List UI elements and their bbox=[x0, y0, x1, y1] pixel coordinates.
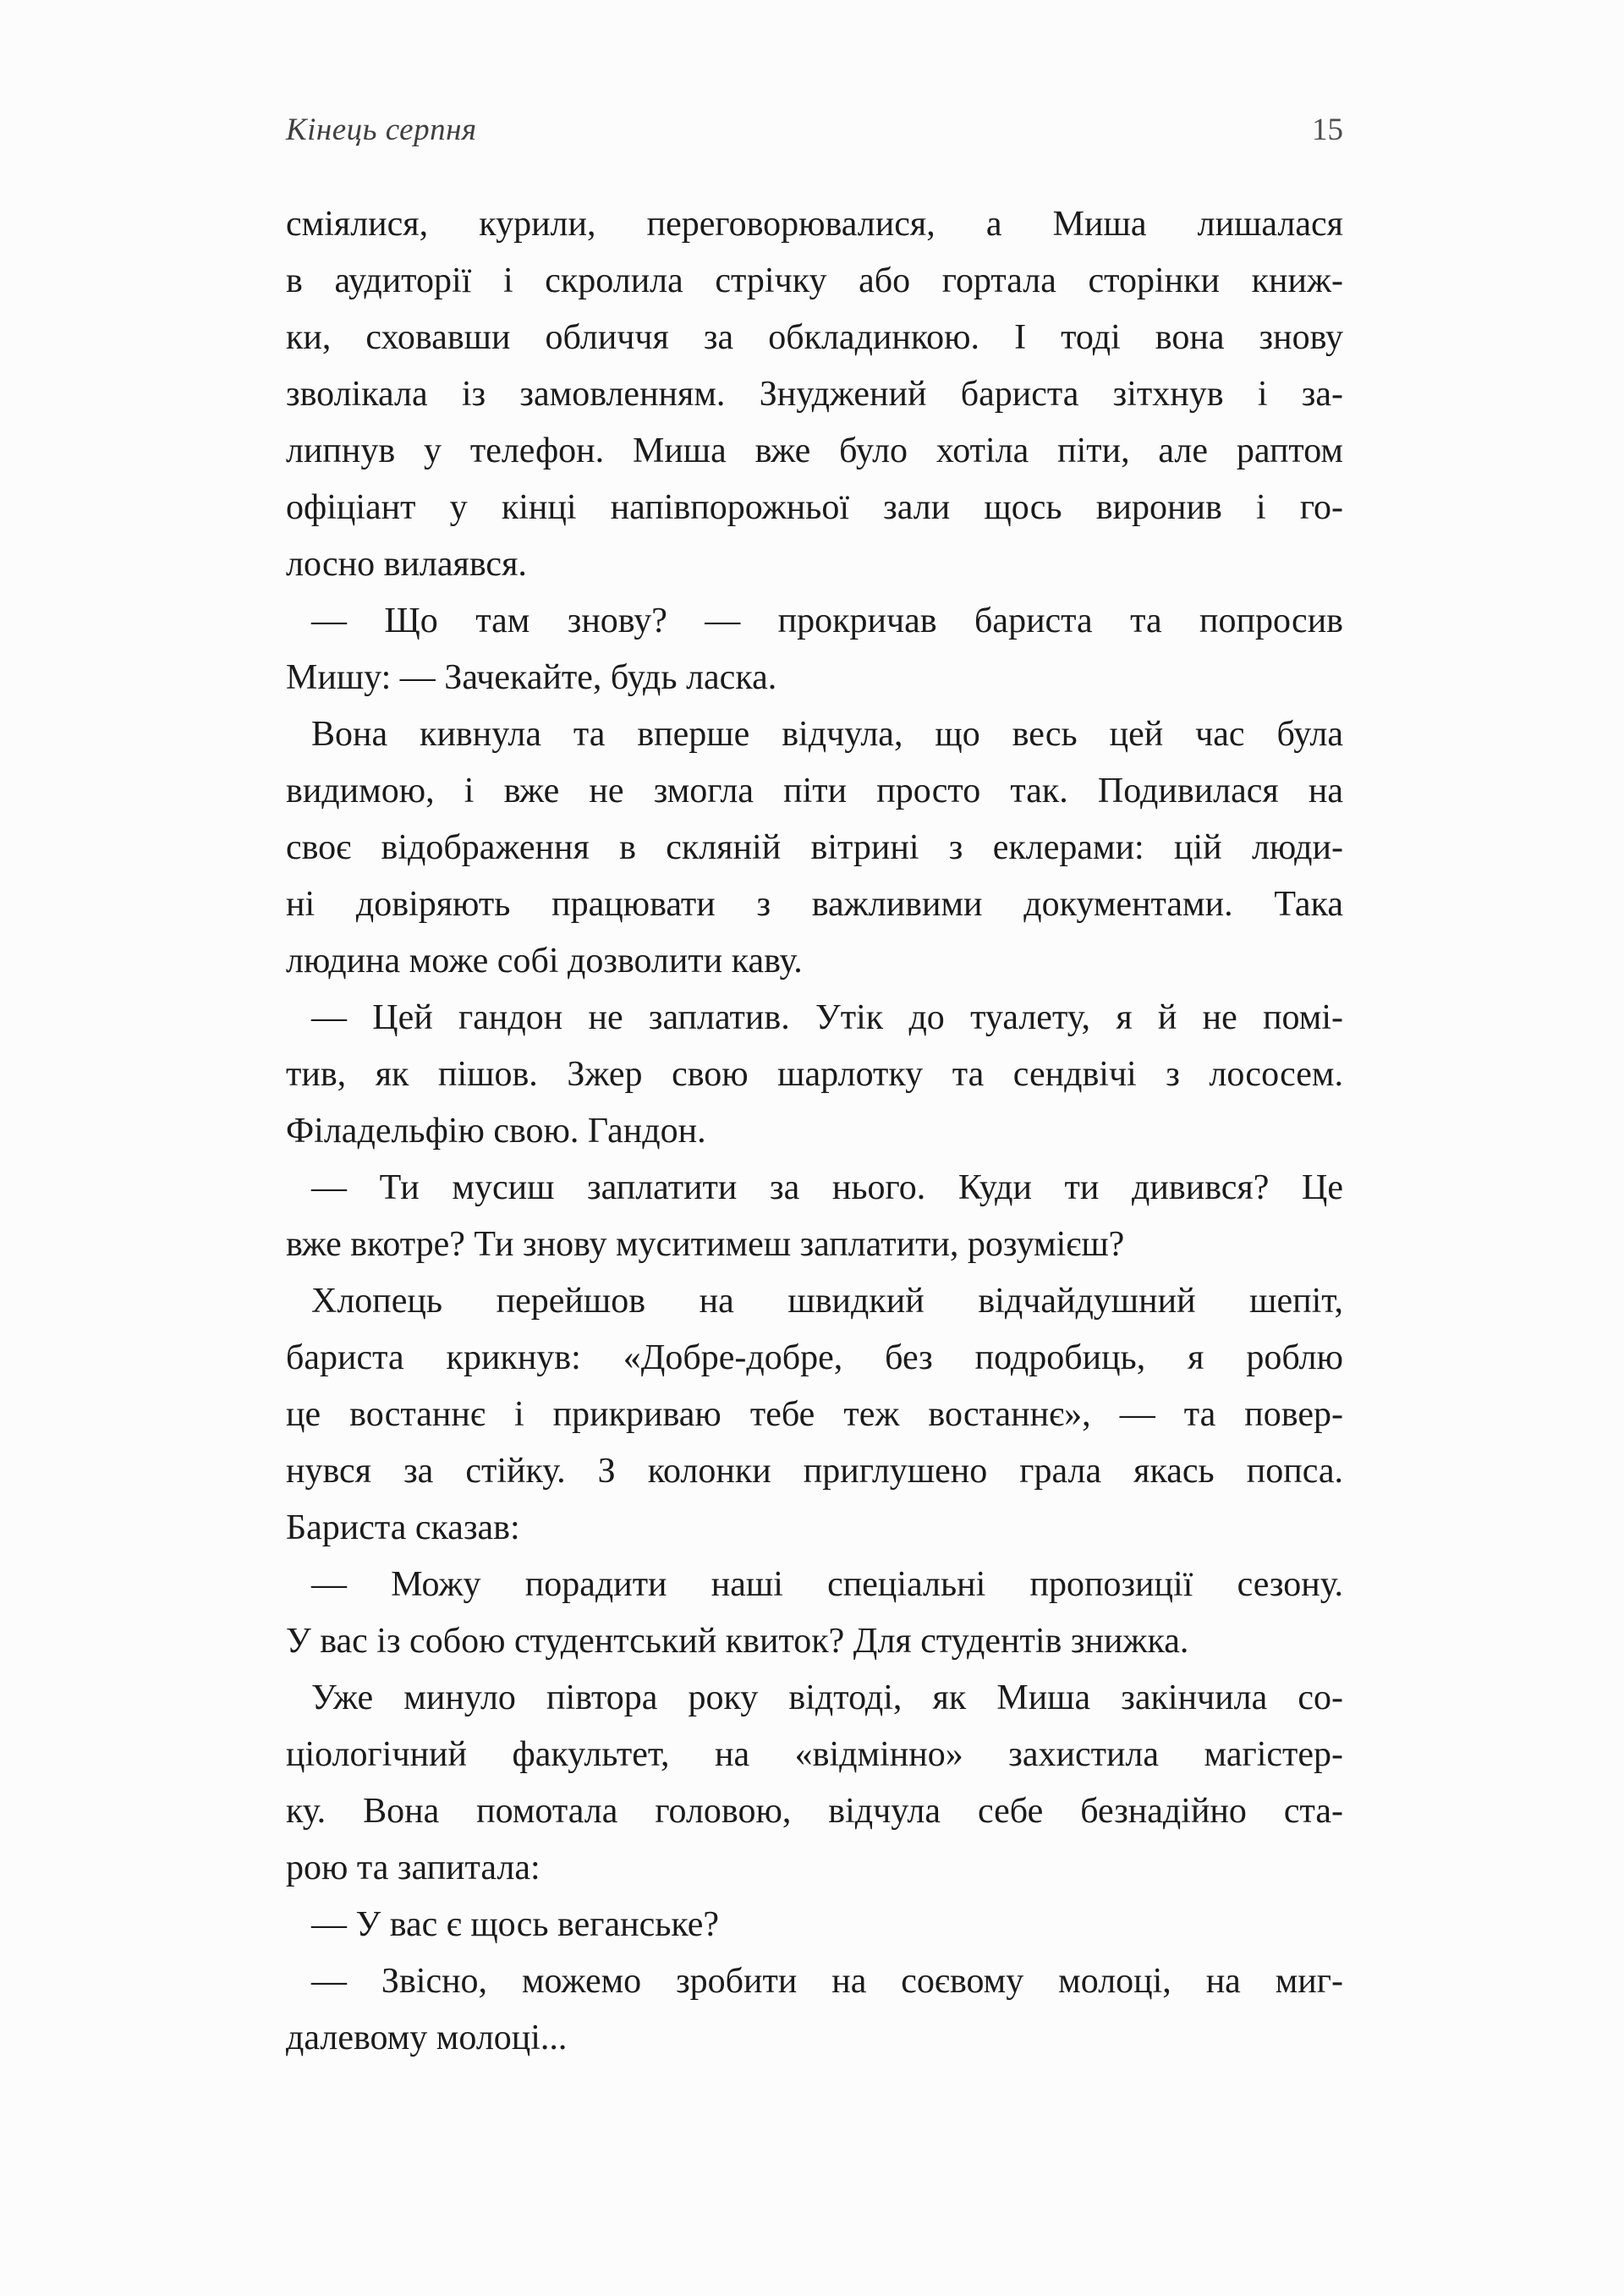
text-line: тив, як пішов. Зжер свою шарлотку та сендвічі з лососем. bbox=[286, 1055, 1343, 1094]
text-line: Бариста сказав: bbox=[286, 1508, 520, 1547]
text-line: далевому молоці... bbox=[286, 2019, 568, 2057]
text-line: зволікала із замовленням. Знуджений бариста зітхнув і за- bbox=[286, 375, 1343, 414]
text-line: ки, сховавши обличчя за обкладинкою. І тоді вона знову bbox=[286, 318, 1343, 357]
text-line: липнув у телефон. Миша вже було хотіла піти, але раптом bbox=[286, 431, 1343, 470]
text-line: — Що там знову? — прокричав бариста та попросив bbox=[311, 601, 1343, 640]
text-line: — Можу порадити наші спеціальні пропозиції сезону. bbox=[311, 1565, 1343, 1604]
text-line: офіціант у кінці напівпорожньої зали щось виронив і го- bbox=[286, 488, 1343, 527]
text-line: сміялися, курили, переговорювалися, а Миша лишалася bbox=[286, 205, 1343, 244]
text-line: Уже минуло півтора року відтоді, як Миша закінчила со- bbox=[311, 1678, 1343, 1717]
text-line: Хлопець перейшов на швидкий відчайдушний шепіт, bbox=[311, 1282, 1343, 1321]
text-line: рою та запитала: bbox=[286, 1848, 540, 1887]
text-line: — Ти мусиш заплатити за нього. Куди ти дивився? Це bbox=[311, 1168, 1343, 1207]
text-line: Мишу: — Зачекайте, будь ласка. bbox=[286, 658, 777, 697]
text-line: нувся за стійку. З колонки приглушено грала якась попса. bbox=[286, 1452, 1343, 1491]
text-line: видимою, і вже не змогла піти просто так. Подивилася на bbox=[286, 772, 1343, 810]
text-line: людина може собі дозволити каву. bbox=[286, 942, 803, 980]
text-line: — У вас є щось веганське? bbox=[311, 1905, 720, 1944]
text-line: Філадельфію свою. Гандон. bbox=[286, 1112, 706, 1151]
text-line: У вас із собою студентський квиток? Для студентів знижка. bbox=[286, 1622, 1189, 1661]
text-line: ціологічний факультет, на «відмінно» захистила магістер- bbox=[286, 1735, 1343, 1774]
text-line: своє відображення в скляній вітрині з еклерами: цій люди- bbox=[286, 828, 1343, 867]
text-line: лосно вилаявся. bbox=[286, 545, 527, 584]
page-number: 15 bbox=[1312, 113, 1343, 147]
text-line: вже вкотре? Ти знову муситимеш заплатити, розумієш? bbox=[286, 1225, 1125, 1264]
text-line: Вона кивнула та вперше відчула, що весь цей час була bbox=[311, 715, 1343, 754]
text-line: — Цей гандон не заплатив. Утік до туалету, я й не помі- bbox=[311, 998, 1343, 1037]
text-line: в аудиторії і скролила стрічку або гортала сторінки книж- bbox=[286, 261, 1343, 300]
page-header bbox=[286, 112, 1343, 152]
text-line: — Звісно, можемо зробити на соєвому молоці, на миг- bbox=[311, 1962, 1343, 2001]
running-title: Кінець серпня bbox=[286, 113, 477, 147]
text-line: ні довіряють працювати з важливими документами. Така bbox=[286, 885, 1343, 924]
page-text bbox=[286, 196, 1343, 2067]
text-line: це востаннє і прикриваю тебе теж востаннє», — та повер- bbox=[286, 1395, 1343, 1434]
text-line: бариста крикнув: «Добре-добре, без подробиць, я роблю bbox=[286, 1338, 1343, 1377]
text-line: ку. Вона помотала головою, відчула себе безнадійно ста- bbox=[286, 1792, 1343, 1831]
